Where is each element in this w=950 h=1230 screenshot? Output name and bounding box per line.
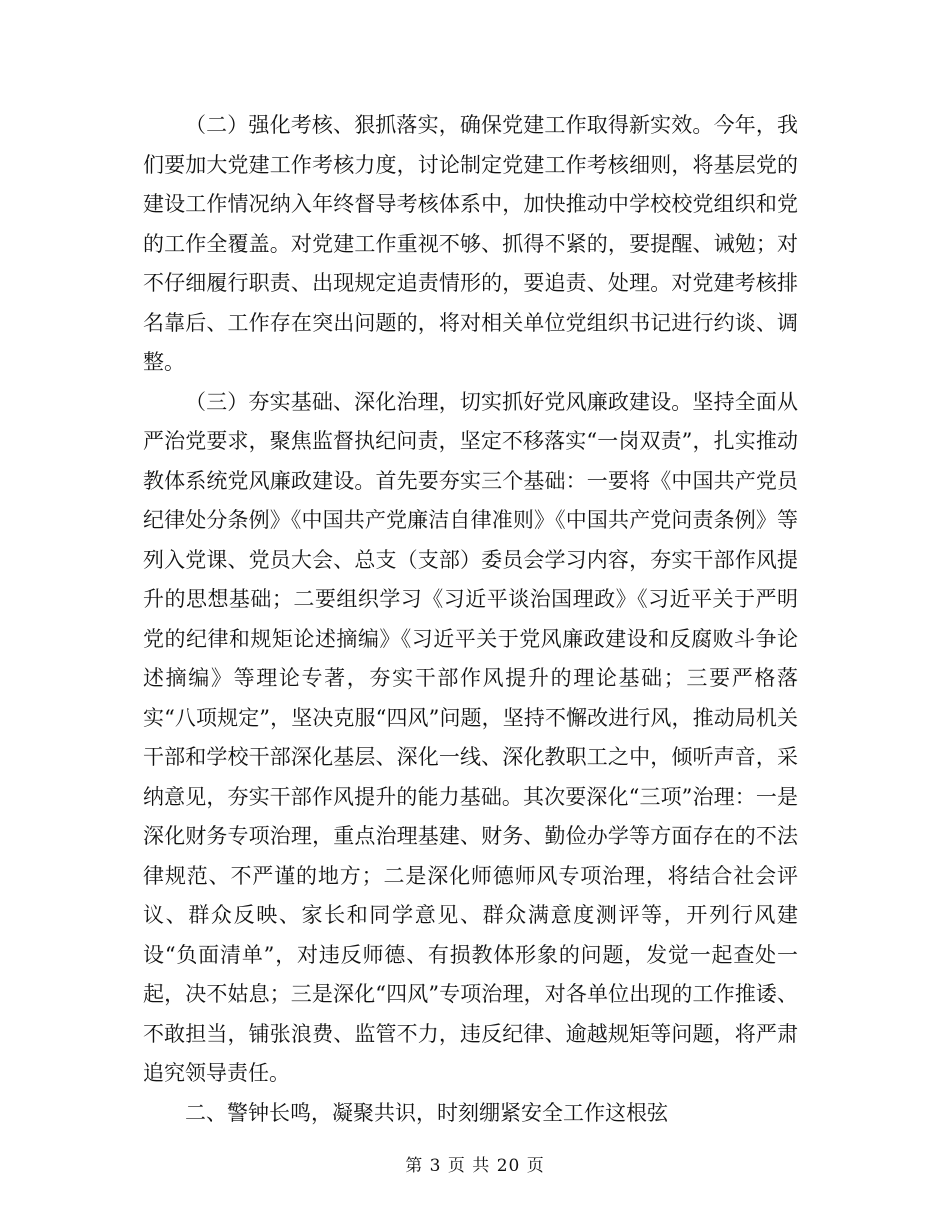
page-number-footer: 第 3 页 共 20 页 <box>405 1156 545 1176</box>
paragraph-clean-governance: （三）夯实基础、深化治理，切实抓好党风廉政建设。坚持全面从严治党要求，聚焦监督执纪问责，坚定不移落实“一岗双责”，扎实推动教体系统党风廉政建设。首先要夯实三个基础：一要将《中国共产党员纪律处分条例》《中国共产党廉洁自律准则》《中国共产党问责条例》等列入党课、党员大会、总支（支部）委员会学习内容，夯实干部作风提升的思想基础；二要组织学习《习近平谈治国理政》《习近平关于严明党的纪律和规矩论述摘编》《习近平关于党风廉政建设和反腐败斗争论述摘编》等理论专著，夯实干部作风提升的理论基础；三要严格落实“八项规定”，坚决克服“四风”问题，坚持不懈改进行风，推动局机关干部和学校干部深化基层、深化一线、深化教职工之中，倾听声音，采纳意见，夯实干部作风提升的能力基础。其次要深化“三项”治理：一是深化财务专项治理，重点治理基建、财务、勤俭办学等方面存在的不法律规范、不严谨的地方；二是深化师德师风专项治理，将结合社会评议、群众反映、家长和同学意见、群众满意度测评等，开列行风建设“负面清单”，对违反师德、有损教体形象的问题，发觉一起查处一起，决不姑息；三是深化“四风”专项治理，对各单位出现的工作推诿、不敢担当，铺张浪费、监管不力，违反纪律、逾越规矩等问题，将严肃追究领导责任。 <box>143 389 798 1085</box>
section-heading-safety: 二、警钟长鸣，凝聚共识，时刻绷紧安全工作这根弦 <box>185 1100 668 1125</box>
document-body <box>143 106 798 1133</box>
paragraph-party-building-assessment: （二）强化考核、狠抓落实，确保党建工作取得新实效。今年，我们要加大党建工作考核力度，讨论制定党建工作考核细则，将基层党的建设工作情况纳入年终督导考核体系中，加快推动中学校校党组织和党的工作全覆盖。对党建工作重视不够、抓得不紧的，要提醒、诫勉；对不仔细履行职责、出现规定追责情形的，要追责、处理。对党建考核排名靠后、工作存在突出问题的，将对相关单位党组织书记进行约谈、调整。 <box>143 113 798 374</box>
